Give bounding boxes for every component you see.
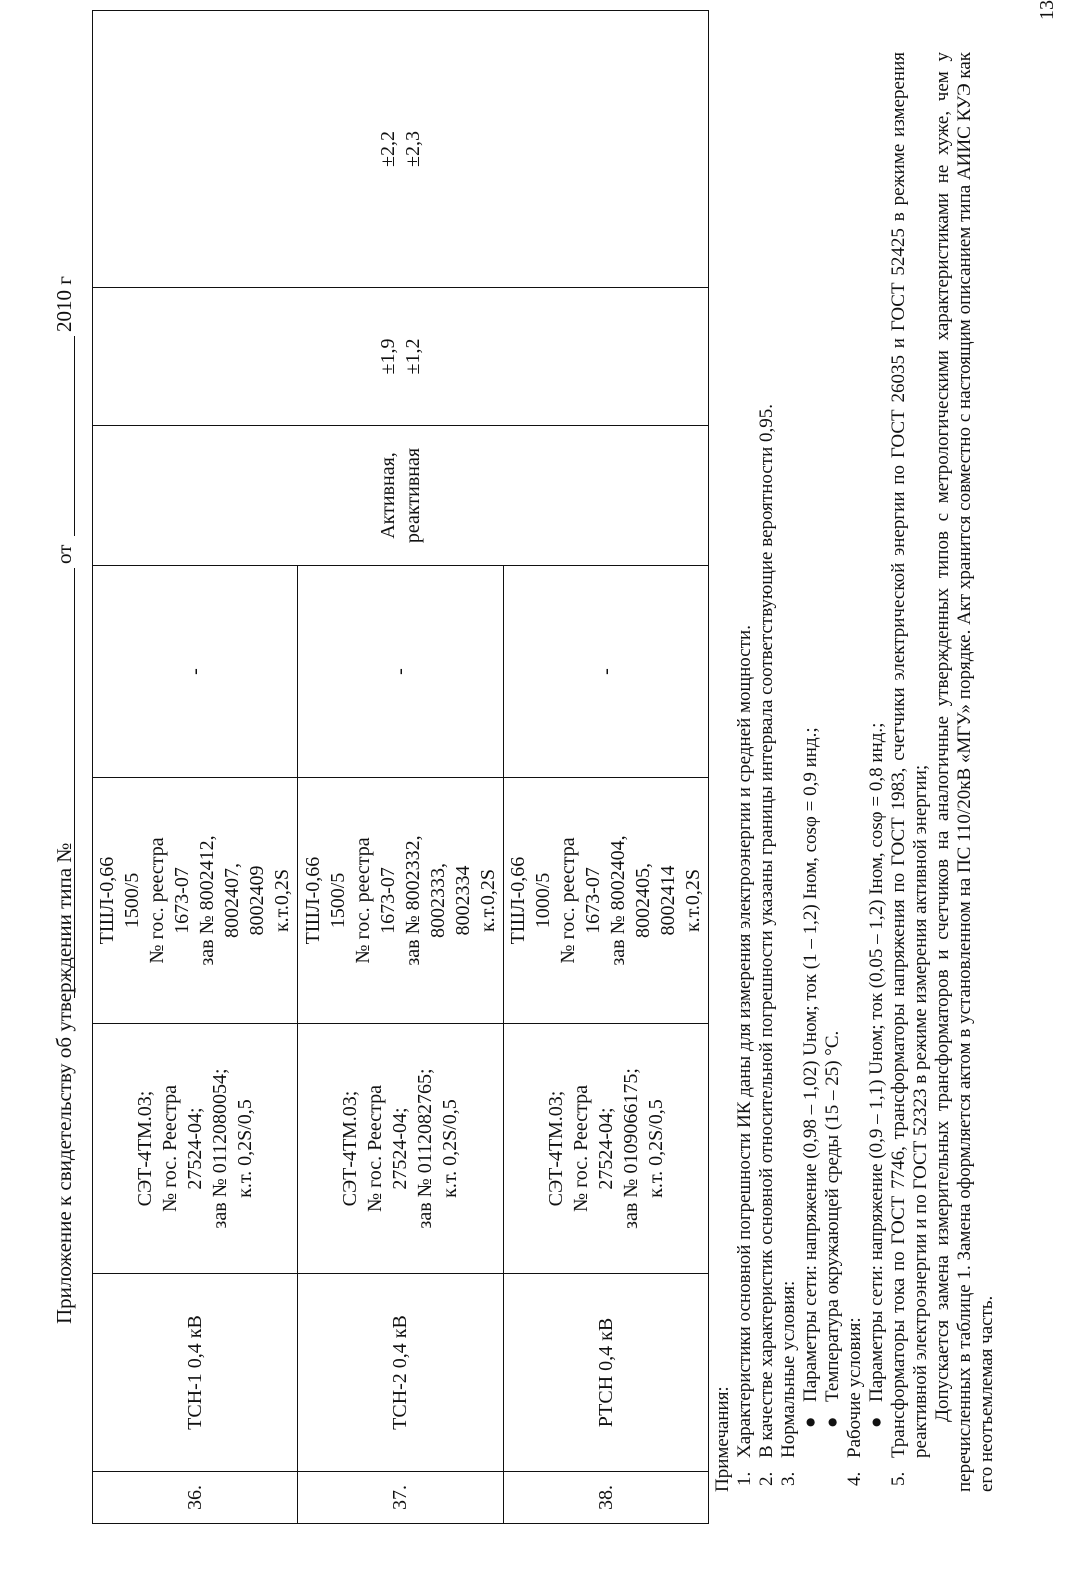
ct-line: 8002333, — [426, 863, 449, 938]
ct-line: 8002409 — [246, 865, 268, 936]
energy-type-line: Активная, — [376, 452, 399, 539]
bullet-icon: ● — [800, 1416, 821, 1428]
ct-line: 1000/5 — [532, 872, 554, 929]
ct-line: № гос. реестра — [351, 837, 374, 964]
header-title: Приложение к свидетельству об утверждении типа № — [52, 842, 76, 1324]
note-text: Нормальные условия: — [778, 1280, 799, 1458]
ct-line: 1500/5 — [121, 872, 143, 929]
bullet-text: Температура окружающей среды (15 – 25) °С. — [822, 1030, 843, 1402]
note-item — [844, 52, 866, 1492]
error-main-line: ±1,9 — [376, 338, 399, 375]
note-number: 2. — [756, 1471, 777, 1486]
meter-cell — [298, 1024, 504, 1274]
ct-line: к.т.0,2S — [476, 868, 499, 933]
error-main-line: ±1,2 — [401, 338, 424, 375]
channel-name: ТСН-1 0,4 кВ — [93, 1274, 298, 1472]
error-main-cell — [93, 288, 709, 426]
meter-line: № гос. Реестра — [569, 1085, 592, 1213]
meter-cell — [504, 1024, 709, 1274]
ct-cell — [93, 778, 298, 1024]
meter-line: СЭТ-4ТМ.03; — [133, 1090, 156, 1207]
ct-line: к.т.0,2S — [682, 868, 704, 933]
header-ot: от — [52, 544, 76, 564]
ct-line: 1500/5 — [326, 872, 349, 929]
note-paragraph: Допускается замена измерительных трансформаторов и счетчиков на аналогичные утвержденных типов с метрологическими характеристиками не хуже, чем у перечисленных в таблице 1. Замена оформляется актом в установленном на ПС 110/20кВ «МГУ» порядке. Акт хранится совместно с настоящим описанием типа АИИС КУЭ как его неотъемлемая часть. — [932, 52, 997, 1492]
ct-line: ТШЛ-0,66 — [96, 856, 118, 945]
meter-line: 27524-04; — [389, 1107, 411, 1190]
ct-line: зав № 8002332, — [401, 835, 424, 966]
ct-cell — [504, 778, 709, 1024]
table-row — [93, 11, 298, 1524]
meter-line: к.т. 0,2S/0,5 — [233, 1099, 256, 1198]
ct-line: к.т.0,2S — [271, 868, 293, 933]
note-text: Трансформаторы тока по ГОСТ 7746, трансформаторы напряжения по ГОСТ 1983, счетчики электрической энергии по ГОСТ 26035 и ГОСТ 52425 в режиме измерения реактивной электроэнергии и по ГОСТ 52323 в режиме измерения активной энергии; — [888, 52, 931, 1458]
note-number: 1. — [734, 1471, 755, 1486]
note-number: 5. — [888, 1471, 909, 1486]
ct-line: 8002414 — [657, 865, 679, 936]
channel-name: ТСН-2 0,4 кВ — [298, 1274, 504, 1472]
ct-line: 1673-07 — [376, 867, 399, 934]
note-text: Характеристики основной погрешности ИК даны для измерения электроэнергии и средней мощности. — [734, 625, 755, 1458]
note-bullet — [866, 52, 888, 1492]
meter-line: к.т. 0,2S/0,5 — [439, 1099, 461, 1198]
ct-line: № гос. реестра — [557, 837, 579, 964]
meter-line: к.т. 0,2S/0,5 — [644, 1099, 667, 1198]
note-number: 4. — [844, 1471, 865, 1486]
note-item — [756, 52, 778, 1492]
ct-line: 8002405, — [632, 863, 654, 938]
ct-line: зав № 8002412, — [196, 835, 218, 966]
page-header — [52, 0, 82, 1572]
notes-section — [712, 52, 998, 1492]
channels-table — [92, 11, 704, 1524]
error-work-line: ±2,2 — [376, 131, 399, 167]
vt-cell: - — [298, 566, 504, 778]
blank-line-date — [74, 336, 75, 536]
row-number: 38. — [504, 1472, 709, 1524]
row-number: 36. — [93, 1472, 298, 1524]
ct-line: 8002407, — [221, 863, 243, 938]
ct-line: 8002334 — [451, 865, 474, 936]
ct-line: ТШЛ-0,66 — [301, 856, 324, 945]
ct-line: 1673-07 — [171, 867, 193, 934]
note-number: 3. — [778, 1471, 799, 1486]
meter-line: 27524-04; — [594, 1107, 617, 1190]
energy-type-line: реактивная — [401, 447, 424, 544]
meter-line: зав № 0112082765; — [414, 1068, 436, 1229]
note-text: В качестве характеристик основной относительной погрешности указаны границы интервала соответствующие вероятности 0,95. — [756, 404, 777, 1458]
note-item — [734, 52, 756, 1492]
meter-line: СЭТ-4ТМ.03; — [544, 1090, 567, 1207]
notes-title: Примечания: — [712, 1386, 733, 1492]
ct-line: ТШЛ-0,66 — [507, 856, 529, 945]
note-bullet — [800, 52, 822, 1492]
ct-line: 1673-07 — [582, 867, 604, 934]
channel-name: РТСН 0,4 кВ — [504, 1274, 709, 1472]
note-bullet — [822, 52, 844, 1492]
error-work-line: ±2,3 — [401, 131, 424, 167]
meter-line: СЭТ-4ТМ.03; — [339, 1090, 361, 1207]
note-text: Рабочие условия: — [844, 1317, 865, 1458]
row-number: 37. — [298, 1472, 504, 1524]
ct-line: зав № 8002404, — [607, 835, 629, 966]
ct-cell — [298, 778, 504, 1024]
vt-cell: - — [93, 566, 298, 778]
meter-line: № гос. Реестра — [364, 1085, 386, 1213]
ct-line: № гос. реестра — [146, 837, 168, 964]
meter-line: № гос. Реестра — [158, 1085, 181, 1213]
blank-line-number — [74, 568, 75, 998]
meter-line: 27524-04; — [183, 1107, 206, 1190]
page-number: 13 — [1036, 0, 1058, 20]
bullet-text: Параметры сети: напряжение (0,9 – 1,1) Uном; ток (0,05 – 1,2) Iном, cosφ = 0,8 инд.; — [866, 722, 887, 1402]
vt-cell: - — [504, 566, 709, 778]
note-item — [888, 52, 932, 1492]
energy-type-cell — [93, 426, 709, 566]
error-work-cell — [93, 11, 709, 288]
meter-cell — [93, 1024, 298, 1274]
meter-line: зав № 0109066175; — [619, 1068, 642, 1229]
bullet-icon: ● — [866, 1416, 887, 1428]
meter-line: зав № 0112080054; — [208, 1068, 231, 1229]
bullet-icon: ● — [822, 1416, 843, 1428]
header-year: 2010 г — [52, 276, 76, 332]
bullet-text: Параметры сети: напряжение (0,98 – 1,02) Uном; ток (1 – 1,2) Iном, cosφ = 0,9 инд.; — [800, 727, 821, 1402]
note-item — [778, 52, 800, 1492]
